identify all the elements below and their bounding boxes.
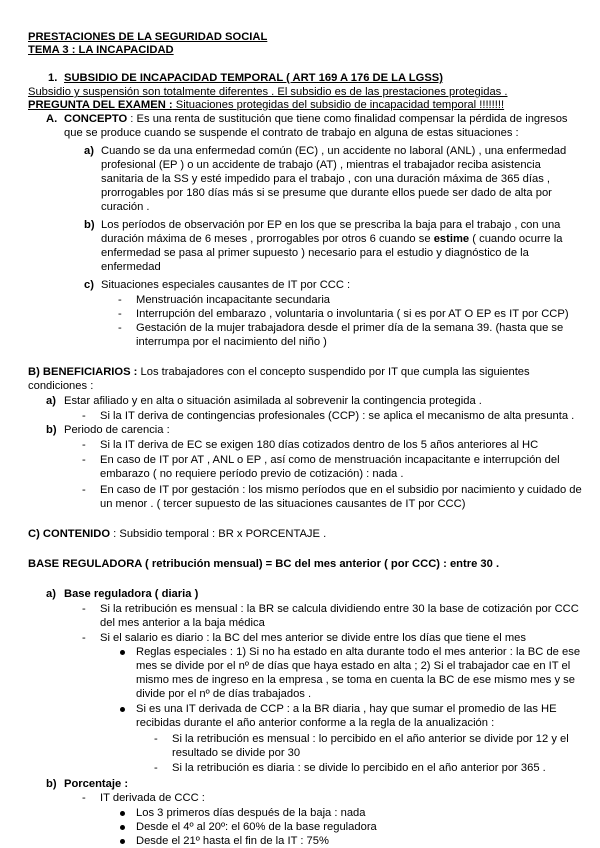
list-item: Menstruación incapacitante secundaria bbox=[136, 294, 331, 306]
base-a-letter: a) bbox=[46, 588, 56, 600]
dash-marker: - bbox=[82, 632, 86, 644]
beneficiarios-line-1 bbox=[28, 366, 530, 379]
list-item: mes se divide por el nº de días que haya estado en alta ; 2) Si el trabajador cae en IT el bbox=[136, 660, 571, 672]
concepto-b-bold: estime bbox=[433, 233, 470, 245]
dash-marker: - bbox=[118, 308, 122, 320]
list-item: Gestación de la mujer trabajadora desde el primer día de la semana 39. (hasta que se bbox=[136, 322, 564, 334]
list-item: recibidas durante el año anterior conforme a la regla de la anualización : bbox=[136, 717, 495, 729]
dash-marker: - bbox=[82, 792, 86, 804]
beneficiarios-a-letter: a) bbox=[46, 395, 56, 407]
porcentaje-letter: b) bbox=[46, 778, 57, 790]
dash-marker: - bbox=[82, 439, 86, 451]
list-item: En caso de IT por AT , ANL o EP , así como de menstruación incapacitante e interrupción del bbox=[100, 454, 560, 466]
list-item: IT derivada de CCC : bbox=[100, 792, 205, 804]
list-item: Interrupción del embarazo , voluntaria o involuntaria ( si es por AT O EP es IT por CCP) bbox=[136, 308, 569, 320]
bullet-marker bbox=[120, 811, 125, 816]
list-item: En caso de IT por gestación : los mismo períodos que en el subsidio por nacimiento y cuidado de bbox=[100, 484, 582, 496]
concepto-a-line: prorrogables por 180 días más si se presume que durante ellos puede ser dado de alta por bbox=[101, 187, 552, 199]
concepto-line-2: que se produce cuando se suspende el contrato de trabajo en alguna de estas situaciones : bbox=[64, 127, 519, 139]
list-item: Si la retribución es mensual : lo percibido en el año anterior se divide por 12 y el bbox=[172, 733, 569, 745]
beneficiarios-b-letter: b) bbox=[46, 424, 57, 436]
contenido-line bbox=[28, 528, 326, 541]
concepto-b-line bbox=[101, 233, 562, 246]
concepto-b-line: enfermedad bbox=[101, 261, 161, 273]
porcentaje-label: Porcentaje : bbox=[64, 778, 129, 790]
dash-marker: - bbox=[82, 454, 86, 466]
concepto-line-1 bbox=[64, 113, 568, 126]
list-item: Si la retribución es diaria : se divide lo percibido en el año anterior por 365 . bbox=[172, 762, 546, 774]
contenido-text: : Subsidio temporal : BR x PORCENTAJE . bbox=[110, 528, 327, 540]
section-number: 1. bbox=[48, 72, 58, 84]
dash-marker: - bbox=[118, 294, 122, 306]
topic-title: TEMA 3 : LA INCAPACIDAD bbox=[28, 44, 174, 56]
list-item: un menor . ( tercer supuesto de las situaciones causantes de IT por CCC) bbox=[100, 498, 466, 510]
bullet-marker bbox=[120, 650, 125, 655]
list-item: Si la IT deriva de contingencias profesionales (CCP) : se aplica el mecanismo de alta presunta . bbox=[100, 410, 575, 422]
list-item: mismo mes de ingreso en la empresa , se toma en cuenta la BC de ese mismo mes y se bbox=[136, 674, 575, 686]
section-heading: SUBSIDIO DE INCAPACIDAD TEMPORAL ( ART 169 A 176 DE LA LGSS) bbox=[64, 72, 443, 84]
concepto-a-line: profesional (EP ) o un accidente de trabajo (AT) , mientras el trabajador reciba asistencia bbox=[101, 159, 541, 171]
list-item: divide por el nº de días trabajados . bbox=[136, 688, 312, 700]
dash-marker: - bbox=[154, 762, 158, 774]
exam-label: PREGUNTA DEL EXAMEN : bbox=[28, 99, 173, 111]
dash-marker: - bbox=[82, 484, 86, 496]
dash-marker: - bbox=[82, 603, 86, 615]
beneficiarios-line-2: condiciones : bbox=[28, 380, 94, 392]
list-item: Reglas especiales : 1) Si no ha estado en alta durante todo el mes anterior : la BC de ese bbox=[136, 646, 581, 658]
list-item: Si es una IT derivada de CCP : a la BR diaria , hay que sumar el promedio de las HE bbox=[136, 703, 557, 715]
concepto-a-line: curación . bbox=[101, 201, 150, 213]
concepto-b-letter: b) bbox=[84, 219, 95, 231]
list-item: resultado se divide por 30 bbox=[172, 747, 301, 759]
dash-marker: - bbox=[154, 733, 158, 745]
concepto-b-text: duración máxima de 6 meses , prorrogables por otros 6 cuando se bbox=[101, 233, 434, 245]
list-item: Si el salario es diario : la BC del mes anterior se divide entre los días que tiene el mes bbox=[100, 632, 526, 644]
bullet-marker bbox=[120, 825, 125, 830]
bullet-marker bbox=[120, 839, 125, 844]
list-item: Los 3 primeros días después de la baja : nada bbox=[136, 807, 366, 819]
list-item: Si la retribución es mensual : la BR se calcula dividiendo entre 30 la base de cotización por CCC bbox=[100, 603, 579, 615]
list-item: Desde el 21º hasta el fin de la IT : 75% bbox=[136, 835, 329, 847]
concepto-c-letter: c) bbox=[84, 279, 94, 291]
base-title: BASE REGULADORA ( retribución mensual) = BC del mes anterior ( por CCC) : entre 30 . bbox=[28, 558, 500, 570]
list-item: del mes anterior a la baja médica bbox=[100, 617, 265, 629]
concepto-c-line: Situaciones especiales causantes de IT por CCC : bbox=[101, 279, 351, 291]
concepto-a-letter: a) bbox=[84, 145, 94, 157]
section-note: Subsidio y suspensión son totalmente diferentes . El subsidio es de las prestaciones protegidas . bbox=[28, 86, 508, 98]
concepto-label: CONCEPTO bbox=[64, 113, 128, 125]
concepto-b-line: enfermedad se pasa al primer supuesto ) necesario para el estudio y diagnóstico de la bbox=[101, 247, 529, 259]
concepto-a-line: sanitaria de la SS y esté impedido para el trabajo , con una duración máxima de 365 días , bbox=[101, 173, 551, 185]
list-item: Desde el 4º al 20º: el 60% de la base reguladora bbox=[136, 821, 377, 833]
beneficiarios-b-text: Periodo de carencia : bbox=[64, 424, 170, 436]
dash-marker: - bbox=[82, 410, 86, 422]
beneficiarios-text: Los trabajadores con el concepto suspendido por IT que cumpla las siguientes bbox=[137, 366, 530, 378]
document-title: PRESTACIONES DE LA SEGURIDAD SOCIAL bbox=[28, 31, 268, 43]
concepto-b-line: Los períodos de observación por EP en los que se prescriba la baja para el trabajo , con una bbox=[101, 219, 561, 231]
list-item: embarazo ( no requiere período previo de cotización) : nada . bbox=[100, 468, 404, 480]
list-item: interrumpa por el nacimiento del niño ) bbox=[136, 336, 327, 348]
base-a-label: Base reguladora ( diaria ) bbox=[64, 588, 199, 600]
exam-question bbox=[28, 99, 504, 112]
list-item: Si la IT deriva de EC se exigen 180 días cotizados dentro de los 5 años anteriores al HC bbox=[100, 439, 539, 451]
bullet-marker bbox=[120, 707, 125, 712]
exam-text: Situaciones protegidas del subsidio de incapacidad temporal !!!!!!!! bbox=[172, 99, 505, 111]
contenido-label: C) CONTENIDO bbox=[28, 528, 111, 540]
dash-marker: - bbox=[118, 322, 122, 334]
concepto-letter: A. bbox=[46, 113, 58, 125]
concepto-b-text: ( cuando ocurre la bbox=[469, 233, 563, 245]
concepto-a-line: Cuando se da una enfermedad común (EC) , un accidente no laboral (ANL) , una enfermedad bbox=[101, 145, 567, 157]
beneficiarios-label: B) BENEFICIARIOS : bbox=[28, 366, 138, 378]
concepto-text: : Es una renta de sustitución que tiene como finalidad compensar la pérdida de ingresos bbox=[127, 113, 568, 125]
beneficiarios-a-text: Estar afiliado y en alta o situación asimilada al sobrevenir la contingencia protegida . bbox=[64, 395, 482, 407]
